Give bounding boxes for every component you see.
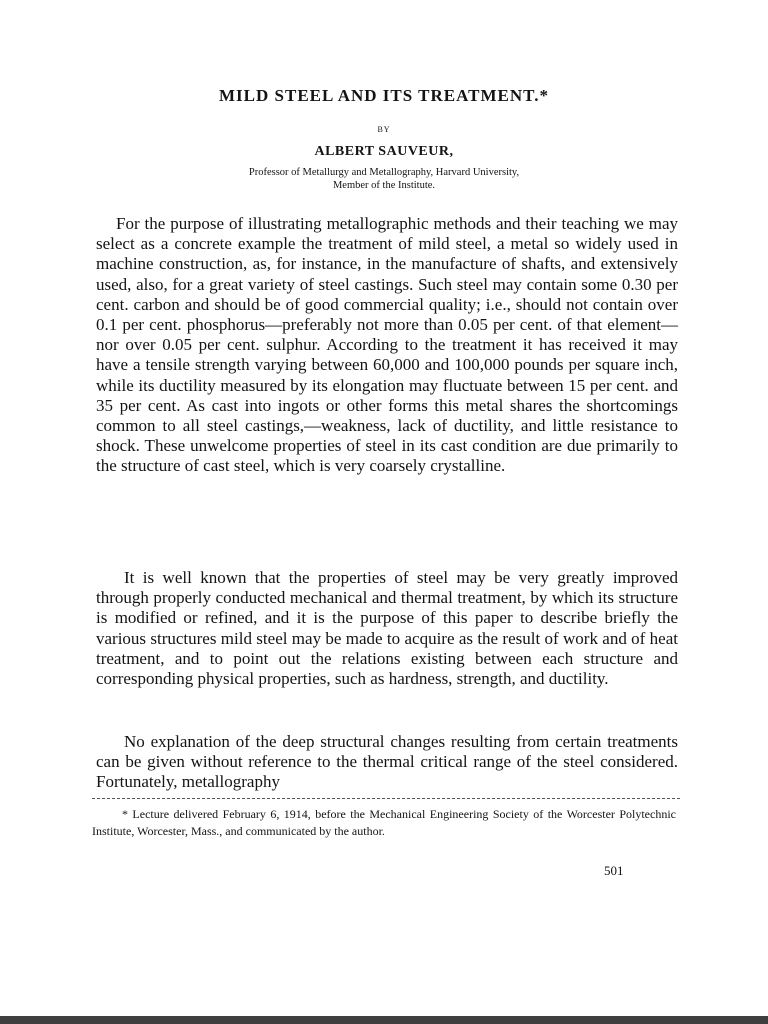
author-affiliation: Professor of Metallurgy and Metallography, Harvard University, — [248, 167, 520, 178]
author-name: ALBERT SAUVEUR, — [314, 144, 454, 159]
article-title: MILD STEEL AND ITS TREATMENT.* — [219, 86, 549, 105]
body-paragraph-1: For the purpose of illustrating metallographic methods and their teaching we may select as a concrete example the treatment of mild steel, a metal so widely used in machine construction, as, for instance, in the manufacture of shafts, and extensively used, also, for a great variety of steel castings. Such steel may contain some 0.30 per cent. carbon and should be of good commercial quality; i.e., should not contain over 0.1 per cent. phosphorus—preferably not more than 0.05 per cent. of that element—nor over 0.05 per cent. sulphur. According to the treatment it has received it may have a tensile strength varying between 60,000 and 100,000 pounds per square inch, while its ductility measured by its elongation may fluctuate between 15 per cent. and 35 per cent. As cast into ingots or other forms this metal shares the shortcomings common to all steel castings,—weakness, lack of ductility, and little resistance to shock. These unwelcome properties of steel in its cast condition are due primarily to the structure of cast steel, which is very coarsely crystalline. — [96, 214, 678, 476]
footnote-divider — [92, 798, 680, 799]
viewer-bottom-bar — [0, 1016, 768, 1024]
body-paragraph-3: No explanation of the deep structural changes resulting from certain treatments can be given without reference to the thermal critical range of the steel considered. Fortunately, metallography — [96, 732, 678, 792]
footnote: * Lecture delivered February 6, 1914, before the Mechanical Engineering Society of the Worcester Polytechnic Institute, Worcester, Mass., and communicated by the author. — [92, 807, 676, 838]
body-paragraph-2: It is well known that the properties of steel may be very greatly improved through properly conducted mechanical and thermal treatment, by which its structure is modified or refined, and it is the purpose of this paper to describe briefly the various structures mild steel may be made to acquire as the result of work and of heat treatment, and to point out the relations existing between each structure and corresponding physical properties, such as hardness, strength, and ductility. — [96, 568, 678, 689]
page-number: 501 — [604, 863, 624, 878]
byline-label: BY — [377, 125, 391, 134]
author-membership: Member of the Institute. — [332, 180, 436, 191]
